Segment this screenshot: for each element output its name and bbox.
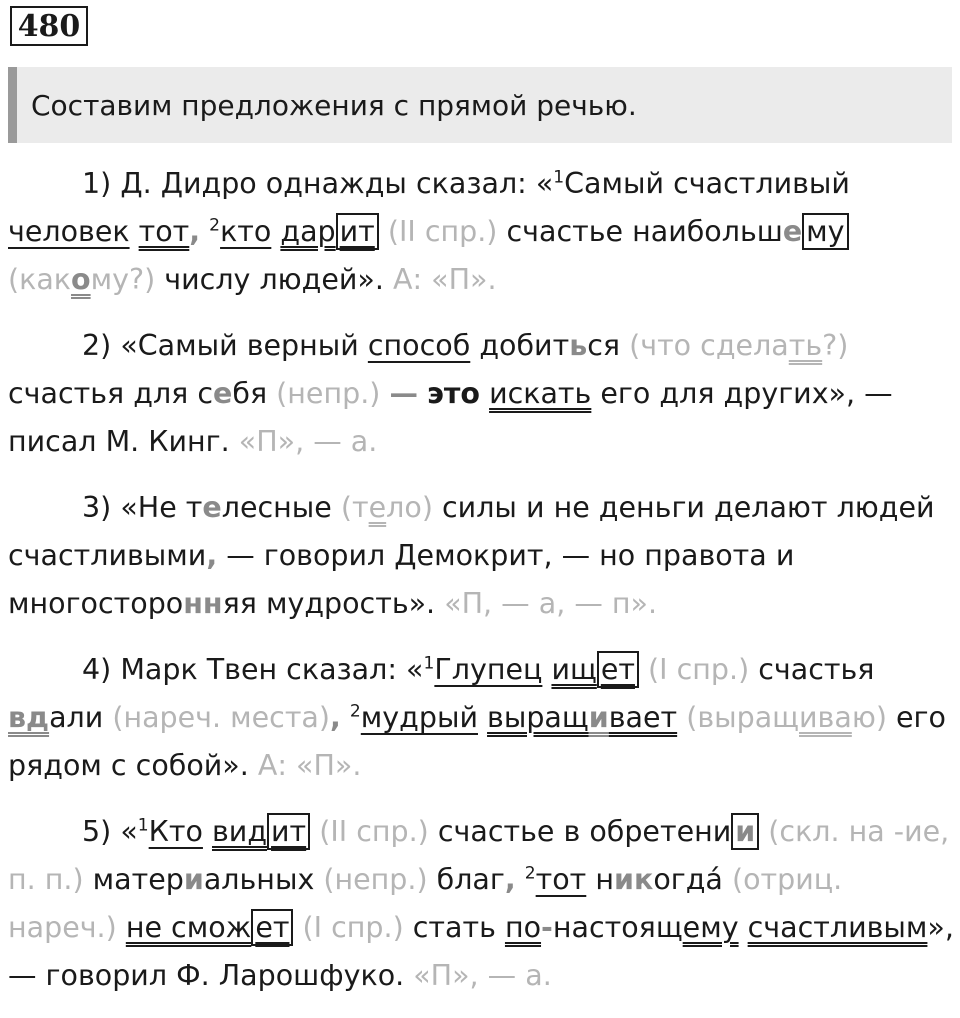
text-segment: Марк Твен сказал: « bbox=[120, 653, 424, 686]
highlighted-letter: , bbox=[504, 863, 516, 896]
sentence-number: 3) bbox=[82, 491, 112, 524]
text-segment bbox=[478, 701, 487, 734]
analysis-note: (выращ bbox=[677, 701, 800, 734]
text-segment: лесные bbox=[221, 491, 332, 524]
underlined-word: ищ bbox=[551, 653, 597, 686]
part-index: 2 bbox=[209, 215, 221, 236]
text-segment: его для других», — писал М. Кинг. bbox=[8, 377, 893, 458]
analysis-note: (I спр.) bbox=[638, 653, 750, 686]
ending-box: ет bbox=[597, 651, 639, 688]
text-segment: «Не т bbox=[120, 491, 203, 524]
text-segment: счастья bbox=[749, 653, 875, 686]
text-segment: счастье наибольш bbox=[497, 215, 783, 248]
analysis-note: (непр.) bbox=[267, 377, 381, 410]
underlined-word: Глупец bbox=[434, 653, 543, 686]
underlined-word: вид bbox=[212, 815, 268, 848]
underlined-word: не смож bbox=[125, 911, 252, 944]
text-segment bbox=[200, 215, 209, 248]
analysis-note: (что сдела bbox=[620, 329, 789, 362]
task-instruction-text: Составим предложения с прямой речью. bbox=[31, 88, 637, 122]
sentence-3 bbox=[8, 484, 956, 628]
ending-box: му bbox=[802, 213, 848, 250]
text-segment: «Самый верный bbox=[120, 329, 368, 362]
highlighted-letter: и bbox=[183, 863, 204, 896]
text-segment: матер bbox=[83, 863, 184, 896]
text-segment: счастья для с bbox=[8, 377, 214, 410]
text-segment: огда́ bbox=[653, 863, 723, 896]
text-segment: Самый счастливый bbox=[564, 167, 850, 200]
text-segment bbox=[130, 215, 139, 248]
analysis-note: (I спр.) bbox=[293, 911, 404, 944]
underlined-word: вает bbox=[608, 701, 678, 734]
part-index: 2 bbox=[349, 701, 361, 722]
sentence-1 bbox=[8, 160, 956, 304]
text-segment bbox=[418, 377, 427, 410]
underlined-word: искать bbox=[489, 377, 592, 410]
part-index: 1 bbox=[553, 167, 565, 188]
highlighted-letter: — bbox=[389, 377, 418, 410]
highlighted-letter: , bbox=[189, 215, 201, 248]
analysis-note: «П, — а, — п». bbox=[444, 587, 658, 620]
analysis-note: ло) bbox=[386, 491, 433, 524]
text-segment: его рядом с собой». bbox=[8, 701, 946, 782]
analysis-note: А: «П». bbox=[393, 263, 497, 296]
underlined-word: тот bbox=[138, 215, 190, 248]
underlined-word: дар bbox=[280, 215, 336, 248]
analysis-note: (отриц. нареч.) bbox=[8, 863, 843, 944]
highlighted-letter: е bbox=[202, 491, 222, 524]
highlighted-letter: нн bbox=[183, 587, 223, 620]
text-segment bbox=[117, 911, 126, 944]
part-index: 2 bbox=[524, 863, 536, 884]
text-segment bbox=[480, 377, 489, 410]
text-segment bbox=[203, 815, 212, 848]
text-segment: счастье в обретени bbox=[428, 815, 732, 848]
text-segment: добит bbox=[470, 329, 570, 362]
sentence-number: 1) bbox=[82, 167, 112, 200]
text-segment: али bbox=[49, 701, 104, 734]
highlighted-letter: ик bbox=[613, 863, 654, 896]
underlined-word: Кто bbox=[148, 815, 203, 848]
analysis-note: ива bbox=[799, 701, 852, 734]
underlined-word: выращ bbox=[487, 701, 589, 734]
sentence-5 bbox=[8, 808, 956, 1000]
text-segment: силы и не деньги делают людей счастливыми bbox=[8, 491, 935, 572]
analysis-note: (нареч. места) bbox=[103, 701, 331, 734]
task-instruction bbox=[8, 67, 952, 143]
underlined-word: ему bbox=[682, 911, 739, 944]
underlined-word: вд bbox=[8, 701, 50, 734]
highlighted-letter: - bbox=[541, 911, 553, 944]
text-segment bbox=[516, 863, 525, 896]
analysis-note: (непр.) bbox=[314, 863, 428, 896]
underlined-word: способ bbox=[367, 329, 471, 362]
analysis-note: «П», — а. bbox=[238, 425, 378, 458]
analysis-note: ю) bbox=[851, 701, 887, 734]
highlighted-letter: е bbox=[213, 377, 233, 410]
text-segment: альных bbox=[203, 863, 315, 896]
text-segment: « bbox=[120, 815, 138, 848]
text-segment: », — говорил Ф. Ларошфуко. bbox=[8, 911, 954, 992]
sentence-number: 4) bbox=[82, 653, 112, 686]
underlined-word: кто bbox=[220, 215, 272, 248]
underlined-word: о bbox=[71, 263, 91, 296]
text-segment: это bbox=[427, 377, 480, 410]
analysis-note: му?) bbox=[90, 263, 156, 296]
underlined-word: человек bbox=[8, 215, 130, 248]
text-segment: бя bbox=[232, 377, 268, 410]
ending-box: ит bbox=[336, 213, 379, 250]
analysis-note: (скл. на -ие, п. п.) bbox=[8, 815, 950, 896]
analysis-note: «П», — а. bbox=[413, 959, 552, 992]
analysis-note: ?) bbox=[822, 329, 849, 362]
text-segment: Д. Дидро однажды сказал: « bbox=[120, 167, 554, 200]
sentence-4 bbox=[8, 646, 956, 790]
highlighted-letter: , bbox=[330, 701, 341, 734]
highlighted-letter: ь bbox=[569, 329, 588, 362]
underlined-word: и bbox=[588, 701, 609, 734]
sentence-2 bbox=[8, 322, 956, 466]
text-segment: настоящ bbox=[552, 911, 683, 944]
sentence-number: 2) bbox=[82, 329, 112, 362]
text-segment: стать bbox=[403, 911, 505, 944]
ending-box: ит bbox=[267, 813, 310, 850]
text-segment: благ bbox=[427, 863, 505, 896]
task-number: 480 bbox=[10, 6, 88, 46]
analysis-note: е bbox=[368, 491, 387, 524]
underlined-word: тот bbox=[535, 863, 587, 896]
text-segment: н bbox=[586, 863, 614, 896]
analysis-note: (II спр.) bbox=[378, 215, 498, 248]
analysis-note: (II спр.) bbox=[310, 815, 429, 848]
analysis-note: (т bbox=[331, 491, 369, 524]
analysis-note: А: «П». bbox=[257, 749, 362, 782]
sentence-number: 5) bbox=[82, 815, 112, 848]
part-index: 1 bbox=[423, 653, 435, 674]
text-segment: — говорил Демокрит, — но правота и многосторо bbox=[8, 539, 795, 620]
text-segment: ся bbox=[587, 329, 621, 362]
ending-box: и bbox=[731, 813, 759, 850]
underlined-word: счастливым bbox=[747, 911, 928, 944]
text-segment bbox=[739, 911, 748, 944]
underlined-word: по bbox=[504, 911, 542, 944]
analysis-note: (как bbox=[8, 263, 72, 296]
analysis-note: ть bbox=[788, 329, 823, 362]
part-index: 1 bbox=[137, 815, 149, 836]
text-segment: числу людей». bbox=[155, 263, 393, 296]
exercise-body bbox=[8, 160, 956, 1018]
highlighted-letter: , bbox=[206, 539, 218, 572]
highlighted-letter: е bbox=[782, 215, 803, 248]
text-segment bbox=[341, 701, 350, 734]
ending-box: ет bbox=[251, 909, 293, 946]
underlined-word: мудрый bbox=[360, 701, 478, 734]
text-segment: яя мудрость». bbox=[222, 587, 445, 620]
